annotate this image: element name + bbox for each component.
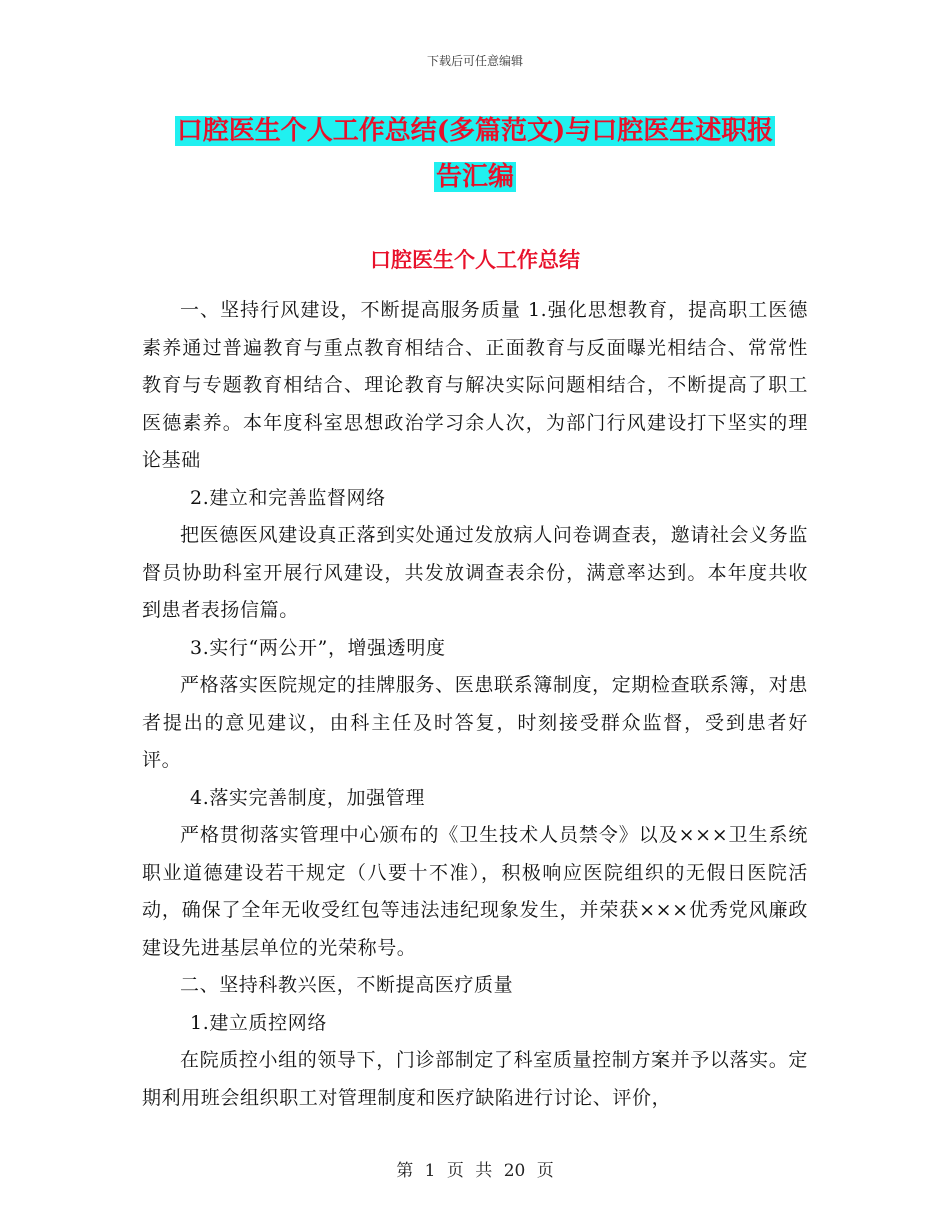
- document-body: [142, 292, 808, 1117]
- section-title: 口腔医生个人工作总结: [370, 247, 580, 272]
- header-note: 下载后可任意编辑: [426, 54, 523, 68]
- section-heading: 二、坚持科教兴医，不断提高医疗质量: [180, 974, 514, 996]
- subheading: 3.实行“两公开”，增强透明度: [190, 636, 446, 659]
- page-footer: 第 1 页 共 20 页: [396, 1161, 554, 1181]
- subheading: 4.落实完善制度，加强管理: [190, 786, 425, 809]
- paragraph: 一、坚持行风建设，不断提高服务质量 1.强化思想教育，提高职工医德素养通过普遍教育与重点教育相结合、正面教育与反面曝光相结合、常常性教育与专题教育相结合、理论教育与解决实际问题相结合，不断提高了职工医德素养。本年度科室思想政治学习余人次，为部门行风建设打下坚实的理论基础: [142, 299, 808, 471]
- subheading: 2.建立和完善监督网络: [190, 486, 386, 509]
- document-title: [0, 108, 950, 200]
- paragraph: 严格落实医院规定的挂牌服务、医患联系簿制度，定期检查联系簿，对患者提出的意见建议，由科主任及时答复，时刻接受群众监督，受到患者好评。: [142, 674, 808, 771]
- paragraph: 严格贯彻落实管理中心颁布的《卫生技术人员禁令》以及×××卫生系统职业道德建设若干规定（八要十不准），积极响应医院组织的无假日医院活动，确保了全年无收受红包等违法违纪现象发生，并荣获×××优秀党风廉政建设先进基层单位的光荣称号。: [142, 824, 808, 959]
- subheading: 1.建立质控网络: [190, 1011, 327, 1034]
- paragraph: 在院质控小组的领导下，门诊部制定了科室质量控制方案并予以落实。定期利用班会组织职工对管理制度和医疗缺陷进行讨论、评价，: [142, 1049, 808, 1109]
- paragraph: 把医德医风建设真正落到实处通过发放病人问卷调查表，邀请社会义务监督员协助科室开展行风建设，共发放调查表余份，满意率达到。本年度共收到患者表扬信篇。: [142, 524, 808, 621]
- document-title-line-2: 告汇编: [435, 162, 514, 192]
- document-title-line-1: 口腔医生个人工作总结(多篇范文)与口腔医生述职报: [176, 116, 774, 146]
